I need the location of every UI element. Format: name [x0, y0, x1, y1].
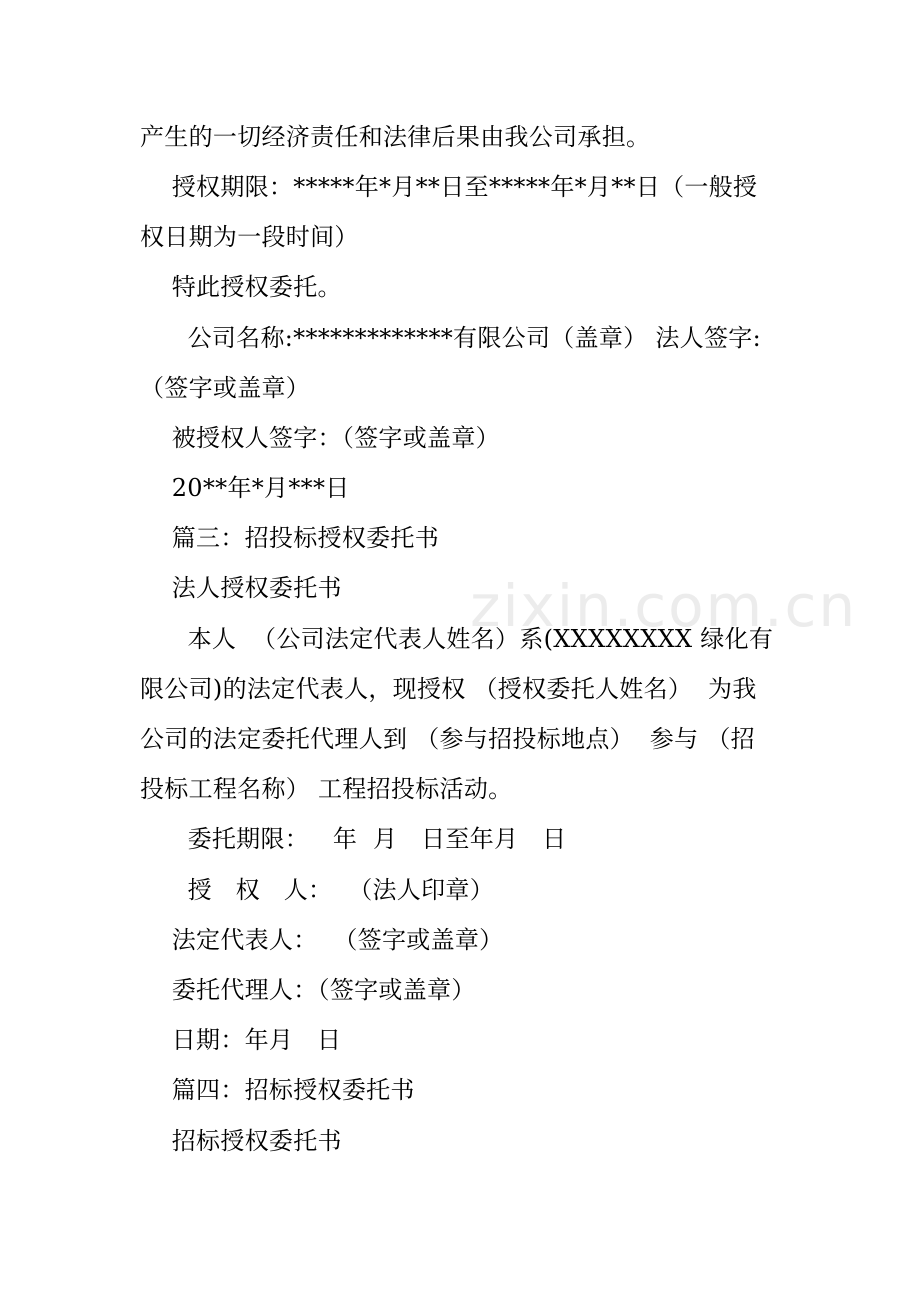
text-line: 委托代理人：（签字或盖章）	[140, 976, 476, 1004]
text-line: 投标工程名称） 工程招投标活动。	[140, 775, 513, 803]
document-title: 法人授权委托书	[140, 574, 342, 602]
text-line: 被授权人签字：（签字或盖章）	[140, 424, 500, 452]
text-line: 产生的一切经济责任和法律后果由我公司承担。	[140, 123, 651, 151]
text-line: 特此授权委托。	[140, 273, 342, 301]
section-heading: 篇四：招标授权委托书	[140, 1076, 415, 1104]
text-line: 限公司)的法定代表人，现授权 （授权委托人姓名） 为我	[140, 675, 757, 703]
text-line: 日期：年月 日	[140, 1026, 342, 1054]
text-line: 权日期为一段时间）	[140, 223, 359, 251]
watermark: zixin.com.cn	[470, 572, 858, 640]
text-line: 授 权 人： （法人印章）	[140, 876, 495, 904]
text-line: 法定代表人： （签字或盖章）	[140, 926, 504, 954]
text-line: 委托期限： 年 月 日至年月 日	[140, 825, 567, 853]
text-line: 授权期限：*****年*月**日至*****年*月**日（一般授	[140, 173, 758, 201]
text-line: 20**年*月***日	[140, 474, 350, 502]
text-line: 公司的法定委托代理人到 （参与招投标地点） 参与 （招	[140, 725, 755, 753]
text-line: （签字或盖章）	[140, 374, 311, 402]
document-title: 招标授权委托书	[140, 1127, 342, 1155]
section-heading: 篇三：招投标授权委托书	[140, 524, 440, 552]
text-line: 本人 （公司法定代表人姓名）系(XXXXXXXX 绿化有	[140, 625, 774, 653]
text-line: 公司名称:*************有限公司（盖章） 法人签字:	[140, 324, 761, 352]
